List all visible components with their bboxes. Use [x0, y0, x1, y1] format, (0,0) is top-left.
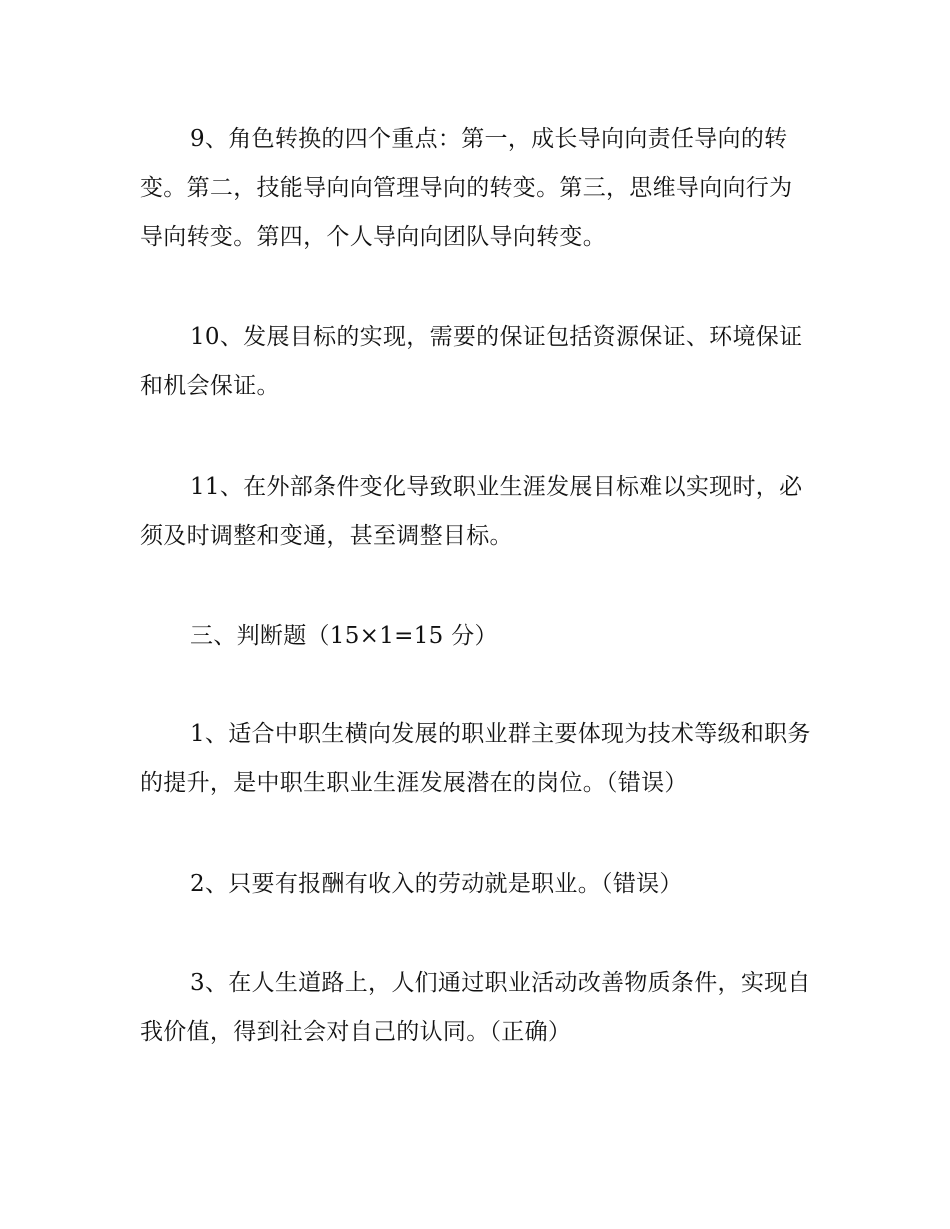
true-false-question-2: 2、只要有报酬有收入的劳动就是职业。（错误） — [190, 871, 683, 897]
fill-in-answer-9: 9、角色转换的四个重点：第一，成长导向向责任导向的转变。第二，技能导向向管理导向的转变。第三，思维导向向行为导向转变。第四，个人导向向团队导向转变。 — [140, 126, 793, 250]
section-heading-true-false: 三、判断题（15×1=15 分） — [190, 623, 498, 649]
true-false-question-3: 3、在人生道路上，人们通过职业活动改善物质条件，实现自我价值，得到社会对自己的认同。（正确） — [140, 970, 811, 1045]
fill-in-answer-11: 11、在外部条件变化导致职业生涯发展目标难以实现时，必须及时调整和变通，甚至调整目标。 — [140, 474, 803, 549]
true-false-question-1: 1、适合中职生横向发展的职业群主要体现为技术等级和职务的提升，是中职生职业生涯发展潜在的岗位。（错误） — [140, 721, 811, 796]
fill-in-answer-10: 10、发展目标的实现，需要的保证包括资源保证、环境保证和机会保证。 — [140, 324, 803, 399]
